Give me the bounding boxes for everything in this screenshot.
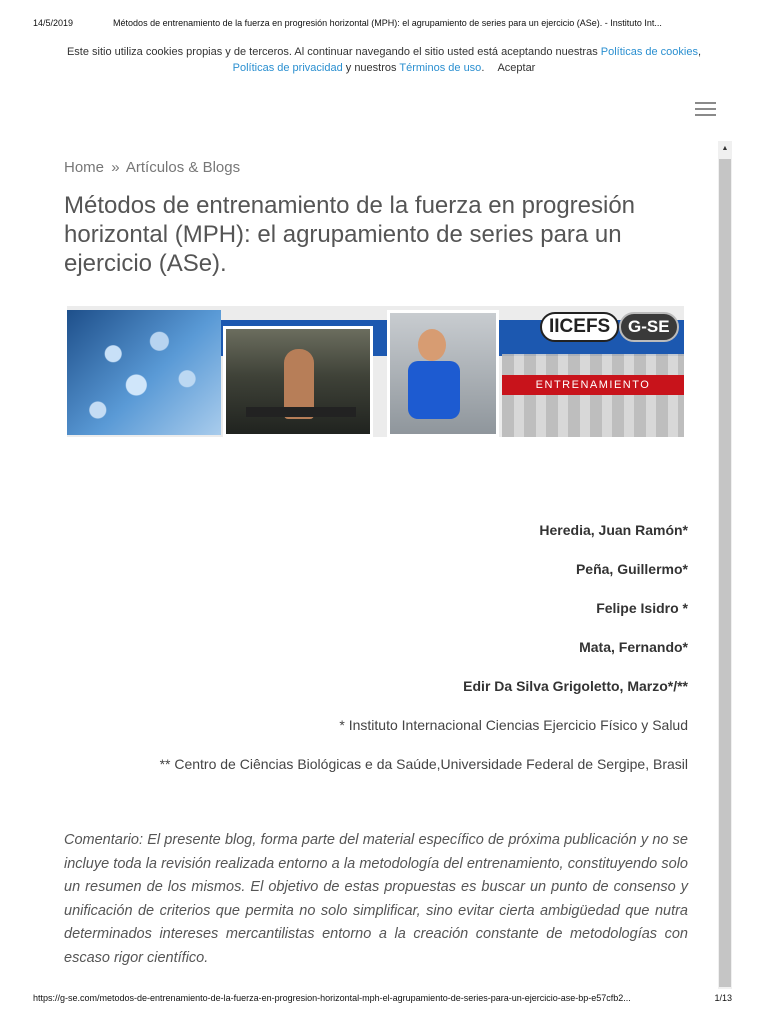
cookie-period: . [481, 62, 485, 74]
hamburger-menu-icon[interactable] [695, 102, 716, 118]
gym-training-image [223, 326, 373, 437]
breadcrumb-home-link[interactable]: Home [64, 159, 105, 176]
author-name: Mata, Fernando* [579, 639, 688, 655]
article-title: Métodos de entrenamiento de la fuerza en progresión horizontal (MPH): el agrupamiento de series para un ejercicio (ASe). [64, 192, 636, 277]
breadcrumb-section-link[interactable]: Artículos & Blogs [125, 159, 241, 176]
affiliation: ** Centro de Ciências Biológicas e da Saúde,Universidade Federal de Sergipe, Brasil [159, 756, 688, 772]
print-date: 14/5/2019 [33, 18, 74, 28]
cookie-text: Este sitio utiliza cookies propias y de terceros. Al continuar navegando el sitio usted está aceptando nuestras [66, 46, 601, 58]
scrollbar-thumb[interactable] [719, 159, 731, 987]
cookie-policy-link[interactable]: Políticas de cookies [600, 46, 698, 58]
print-footer [33, 993, 732, 1003]
accept-cookies-button[interactable]: Aceptar [497, 62, 536, 74]
iicefs-logo: IICEFS [540, 312, 619, 342]
author-name: Peña, Guillermo* [575, 561, 688, 577]
breadcrumb-separator: » [111, 159, 120, 176]
spinning-class-image [502, 354, 684, 437]
gse-logo: G-SE [619, 312, 679, 342]
cookie-comma: , [697, 46, 702, 58]
print-doc-title: Métodos de entrenamiento de la fuerza en progresión horizontal (MPH): el agrupamiento de series para un ejercicio (ASe). - Instituto Int... [113, 18, 662, 28]
privacy-policy-link[interactable]: Políticas de privacidad [232, 62, 343, 74]
arrow-up-icon[interactable]: ▲ [721, 145, 729, 152]
authors-block [160, 519, 688, 792]
banner-category-label: ENTRENAMIENTO [502, 375, 684, 395]
print-url: https://g-se.com/metodos-de-entrenamiento-de-la-fuerza-en-progresion-horizontal-mph-el-agrupamiento-de-series-para-un-ejercicio-ase-bp-e57cfb2... [33, 993, 631, 1003]
cookie-notice [0, 44, 768, 76]
athlete-image [387, 310, 499, 437]
author-name: Heredia, Juan Ramón* [539, 522, 688, 538]
molecule-image [67, 310, 221, 435]
breadcrumb [64, 159, 240, 176]
author-name: Felipe Isidro * [596, 600, 688, 616]
print-header [33, 18, 732, 28]
article-banner-image [67, 306, 684, 437]
terms-of-use-link[interactable]: Términos de uso [399, 62, 482, 74]
article-comment: Comentario: El presente blog, forma parte del material específico de próxima publicación y no se incluye toda la revisión realizada entorno a la metodología del entrenamiento, constituyendo solo un resumen de los mismos. El objetivo de estas propuestas es buscar un punto de consenso y unificación de criterios que permita no solo simplificar, sino evitar cierta ambigüedad que nutra determinados intereses mercantilistas entorno a la creación constante de metodologías con escaso rigor científico. [64, 832, 688, 966]
scrollbar[interactable] [718, 141, 732, 989]
print-page-number: 1/13 [714, 993, 732, 1003]
affiliation: * Instituto Internacional Ciencias Ejercicio Físico y Salud [339, 717, 688, 733]
author-name: Edir Da Silva Grigoletto, Marzo*/** [463, 678, 688, 694]
cookie-and-text: y nuestros [342, 62, 400, 74]
